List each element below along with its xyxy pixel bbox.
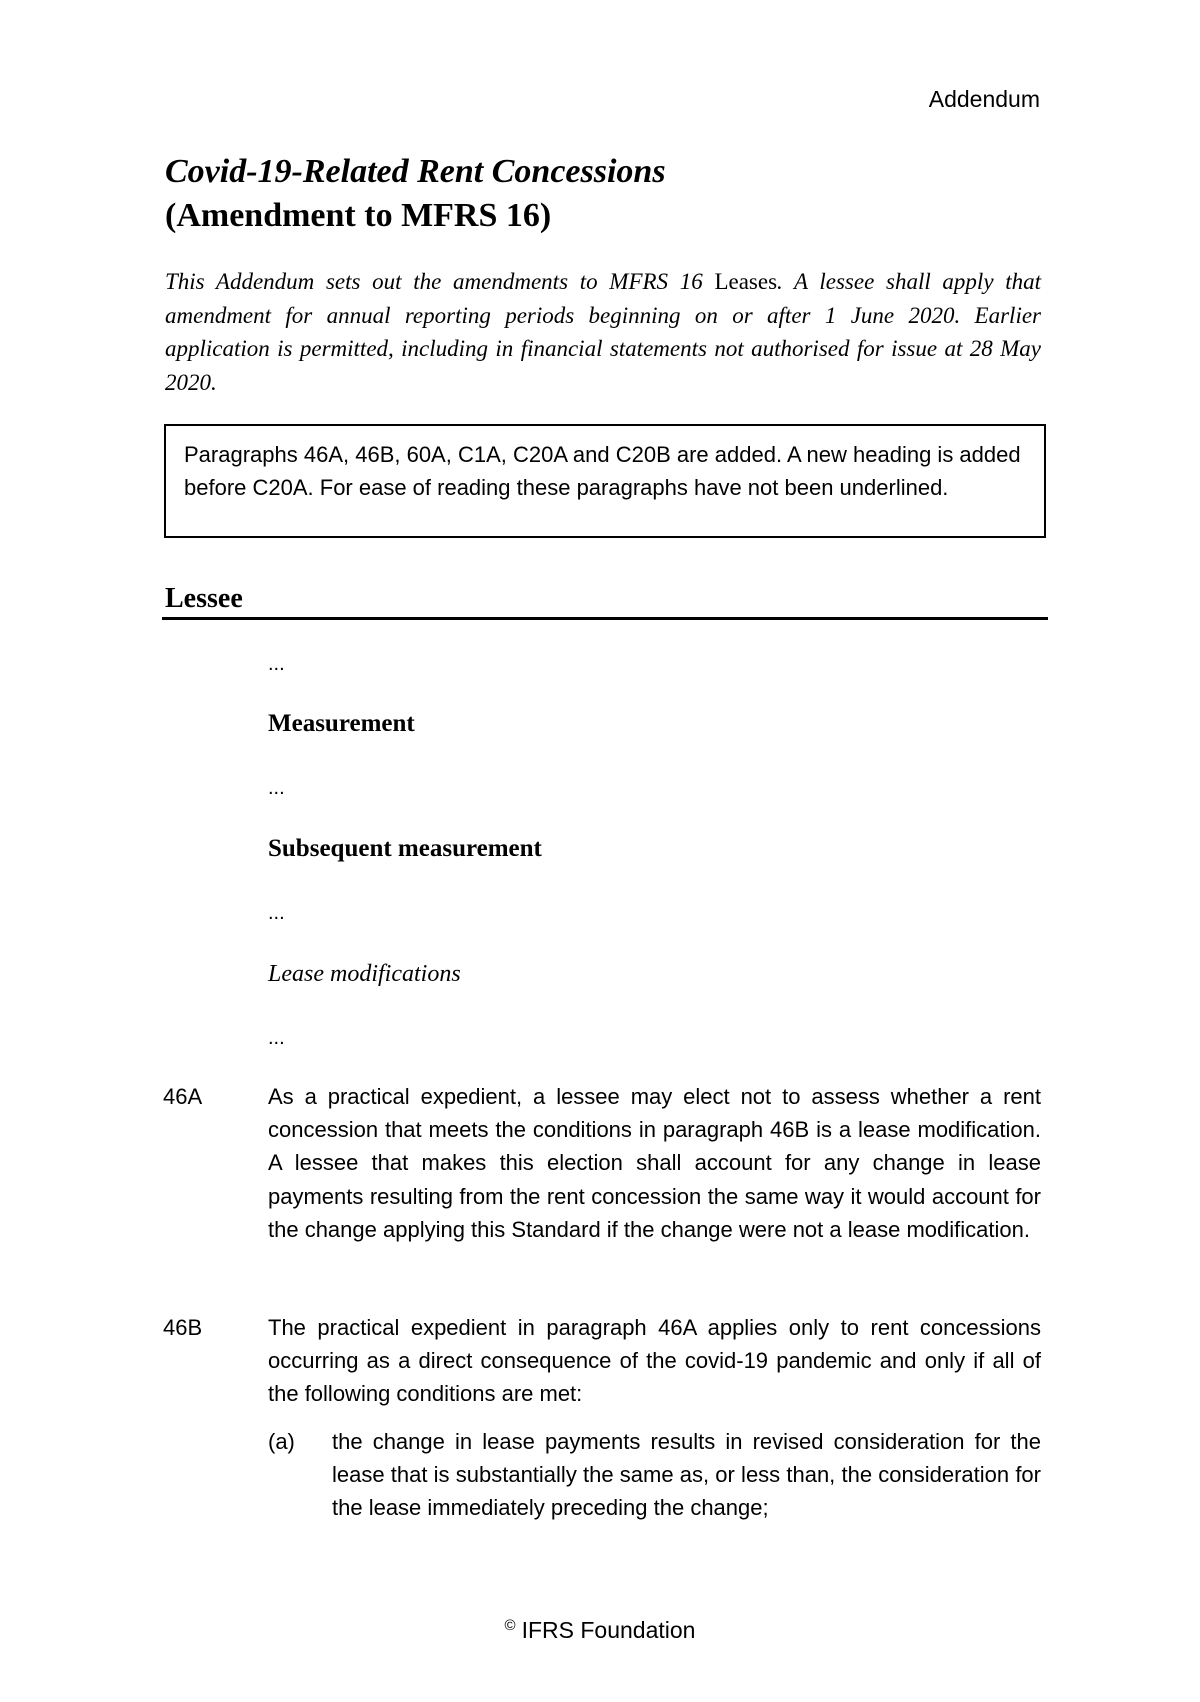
intro-paragraph [165,265,1041,399]
intro-text-2: . A lessee shall apply that amendment for annual reporting periods beginning on or after 1 June 2020. Earlier application is permitted, including in financial statements not authorised for issue at 28 May 2020. [165,269,1041,395]
omitted-text-marker: ... [268,777,285,799]
intro-standard-name: Leases [714,269,778,294]
document-title [165,150,1045,238]
omitted-text-marker: ... [268,902,285,924]
section-heading-lessee: Lessee [165,583,243,614]
list-item-label: (a) [268,1429,295,1454]
paragraph-number-46a: 46A [163,1084,203,1109]
title-line-1: Covid-19-Related Rent Concessions [165,153,666,190]
section-divider [162,617,1048,620]
subheading-lease-modifications: Lease modifications [268,961,461,987]
paragraph-number-46b: 46B [163,1315,203,1340]
copyright-symbol: © [504,1617,516,1634]
running-header: Addendum [928,86,1040,112]
omitted-text-marker: ... [268,1027,285,1049]
footer-text: IFRS Foundation [521,1617,696,1643]
page-footer [0,1617,1200,1644]
list-item-text: the change in lease payments results in revised consideration for the lease that is substantially the same as, or less than, the consideration for the lease immediately preceding the change; [332,1429,1041,1521]
intro-text-1: This Addendum sets out the amendments to MFRS 16 [165,269,715,294]
subheading-subsequent-measurement: Subsequent measurement [268,835,542,862]
omitted-text-marker: ... [268,653,285,675]
paragraph-text-46b: The practical expedient in paragraph 46A applies only to rent concessions occurring as a direct consequence of the covid-19 pandemic and only if all of the following conditions are met: [268,1315,1041,1407]
subheading-measurement: Measurement [268,710,415,737]
paragraph-text-46a: As a practical expedient, a lessee may elect not to assess whether a rent concession that meets the conditions in paragraph 46B is a lease modification. A lessee that makes this election shall account for any change in lease payments resulting from the rent concession the same way it would account for the change applying this Standard if the change were not a lease modification. [268,1084,1041,1242]
amendment-note-box: Paragraphs 46A, 46B, 60A, C1A, C20A and C20B are added. A new heading is added before C20A. For ease of reading these paragraphs have not been underlined. [164,424,1046,538]
title-line-2: (Amendment to MFRS 16) [165,197,552,234]
